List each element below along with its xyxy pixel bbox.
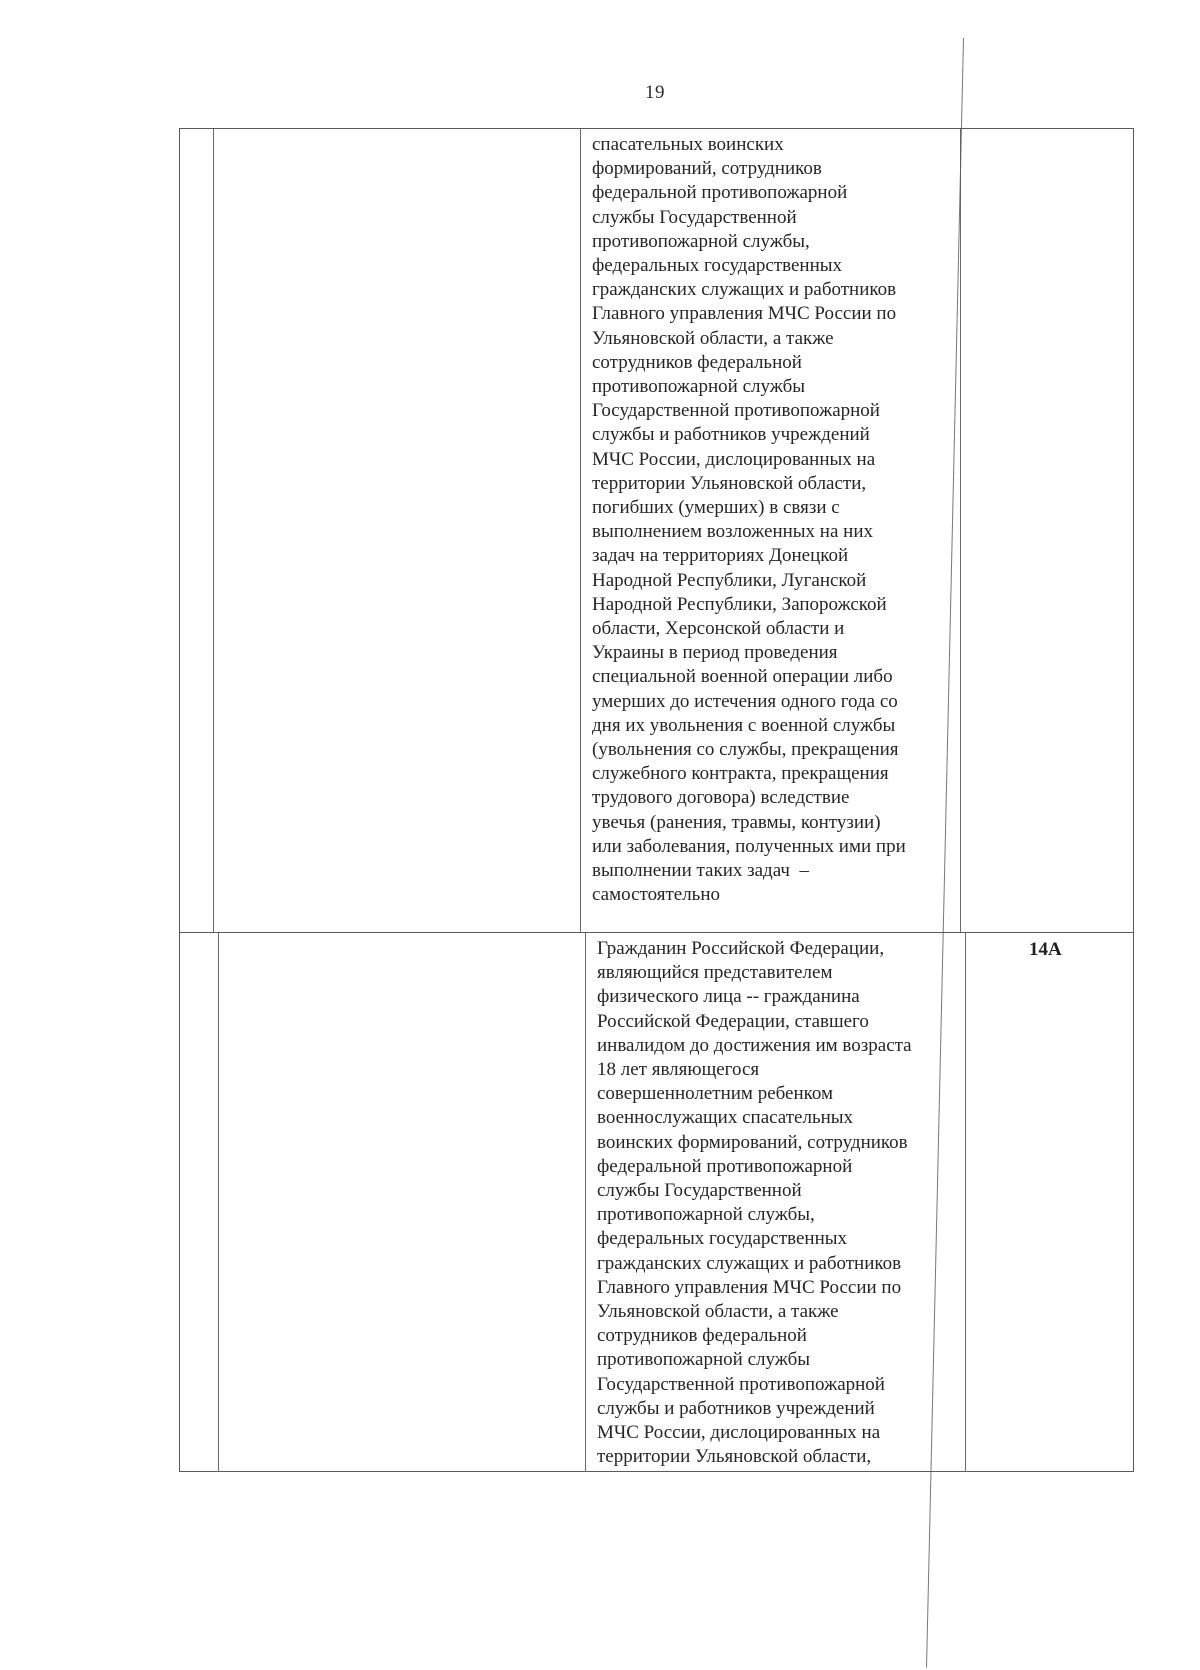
- text-line: задач на территориях Донецкой: [592, 545, 849, 567]
- text-line: федеральных государственных: [597, 1228, 848, 1250]
- text-line: специальной военной операции либо: [592, 666, 893, 688]
- text-line: противопожарной службы: [597, 1349, 811, 1371]
- text-line: служебного контракта, прекращения: [592, 763, 889, 785]
- text-line: умерших до истечения одного года со: [592, 690, 898, 712]
- text-line: области, Херсонской области и: [592, 618, 845, 640]
- text-line: дня их увольнения с военной службы: [592, 714, 896, 736]
- text-line: МЧС России, дислоцированных на: [597, 1422, 881, 1444]
- text-line: воинских формирований, сотрудников: [597, 1131, 908, 1153]
- description-cell: [592, 133, 906, 908]
- text-line: погибших (умерших) в связи с: [592, 497, 840, 519]
- text-line: или заболевания, полученных ими при: [592, 835, 906, 857]
- table-row: [180, 129, 1133, 932]
- text-line: службы и работников учреждений: [592, 424, 870, 446]
- column-divider: [218, 933, 219, 1472]
- text-line: Ульяновской области, а также: [597, 1301, 839, 1323]
- text-line: Ульяновской области, а также: [592, 327, 834, 349]
- text-line: федеральной противопожарной: [597, 1155, 853, 1177]
- text-line: гражданских служащих и работников: [597, 1252, 902, 1274]
- text-line: службы Государственной: [597, 1180, 802, 1202]
- text-line: военнослужащих спасательных: [597, 1107, 854, 1129]
- text-line: сотрудников федеральной: [597, 1325, 807, 1347]
- text-line: спасательных воинских: [592, 134, 784, 155]
- description-cell: [597, 937, 912, 1469]
- text-line: службы Государственной: [592, 206, 797, 228]
- text-line: Гражданин Российской Федерации,: [597, 938, 885, 959]
- document-table: [179, 128, 1134, 1472]
- text-line: 18 лет являющегося: [597, 1059, 760, 1081]
- text-line: (увольнения со службы, прекращения: [592, 739, 899, 761]
- text-line: территории Ульяновской области,: [597, 1446, 872, 1468]
- text-line: Главного управления МЧС России по: [597, 1276, 902, 1298]
- text-line: федеральной противопожарной: [592, 182, 848, 204]
- column-divider: [585, 933, 586, 1472]
- text-line: противопожарной службы: [592, 376, 806, 398]
- table-row: [180, 932, 1133, 1472]
- text-line: Государственной противопожарной: [597, 1373, 885, 1395]
- text-line: увечья (ранения, травмы, контузии): [592, 811, 881, 833]
- text-line: совершеннолетним ребенком: [597, 1083, 834, 1105]
- text-line: выполнением возложенных на них: [592, 521, 873, 543]
- text-line: МЧС России, дислоцированных на: [592, 448, 876, 470]
- text-line: трудового договора) вследствие: [592, 787, 850, 809]
- text-line: Главного управления МЧС России по: [592, 303, 897, 325]
- text-line: инвалидом до достижения им возраста: [597, 1034, 912, 1056]
- text-line: физического лица -- гражданина: [597, 986, 860, 1008]
- code-cell: 14А: [1029, 939, 1062, 960]
- text-line: сотрудников федеральной: [592, 351, 802, 373]
- text-line: формирований, сотрудников: [592, 158, 822, 180]
- column-divider: [965, 933, 966, 1472]
- text-line: Народной Республики, Запорожской: [592, 593, 887, 615]
- text-line: Народной Республики, Луганской: [592, 569, 867, 591]
- text-line: гражданских служащих и работников: [592, 279, 897, 301]
- column-divider: [580, 129, 581, 932]
- page-number: 19: [645, 82, 665, 103]
- text-line: противопожарной службы,: [597, 1204, 815, 1226]
- text-line: Российской Федерации, ставшего: [597, 1010, 869, 1032]
- text-line: Украины в период проведения: [592, 642, 838, 664]
- text-line: противопожарной службы,: [592, 230, 810, 252]
- column-divider: [213, 129, 214, 932]
- text-line: службы и работников учреждений: [597, 1397, 875, 1419]
- text-line: Государственной противопожарной: [592, 400, 880, 422]
- text-line: самостоятельно: [592, 884, 721, 906]
- column-divider: [960, 129, 961, 932]
- text-line: являющийся представителем: [597, 962, 833, 984]
- text-line: федеральных государственных: [592, 255, 843, 277]
- text-line: территории Ульяновской области,: [592, 472, 867, 494]
- text-line: выполнении таких задач –: [592, 860, 809, 882]
